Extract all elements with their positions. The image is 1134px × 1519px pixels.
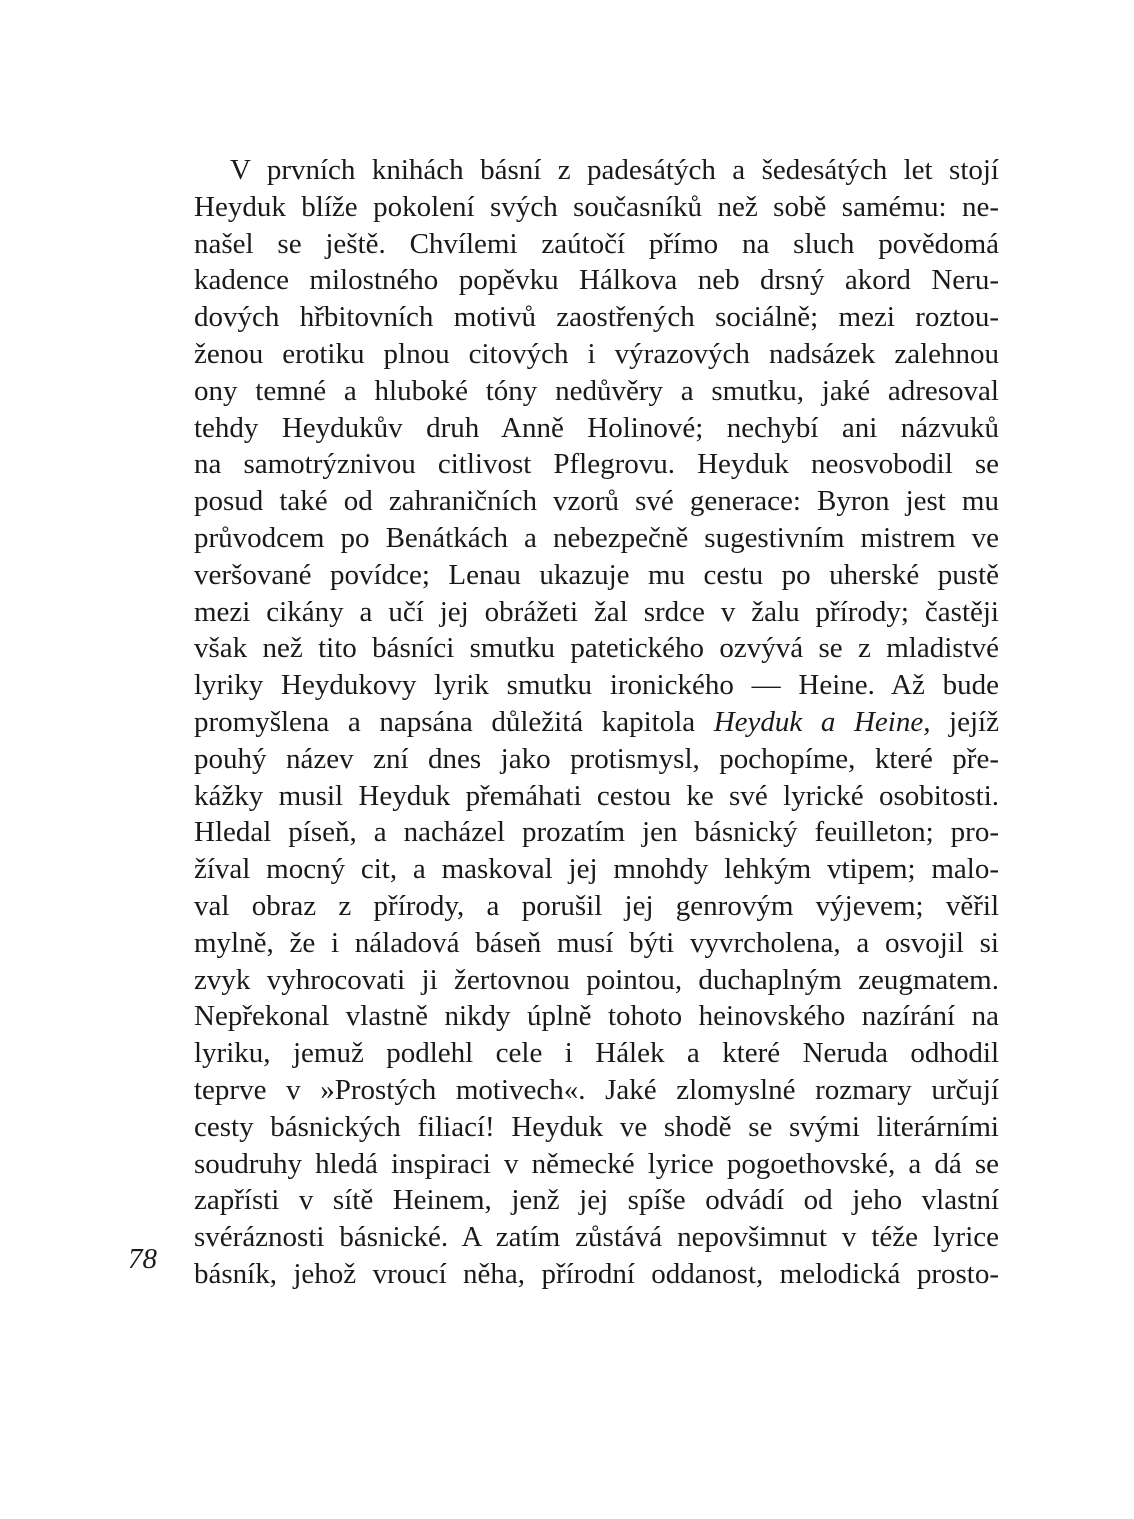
text-line: Hledal píseň, a nacházel prozatím jen básnický feuilleton; pro-: [194, 816, 999, 849]
chapter-title-italic: Heyduk a Heine,: [713, 705, 931, 738]
text-line: žíval mocný cit, a maskoval jej mnohdy lehkým vtipem; malo-: [194, 853, 999, 886]
text-line-with-title: [194, 704, 999, 741]
text-segment: jejíž: [930, 705, 999, 738]
text-line: kážky musil Heyduk přemáhati cestou ke své lyrické osobitosti.: [194, 779, 999, 812]
text-line: zvyk vyhrocovati ji žertovnou pointou, duchaplným zeugmatem.: [194, 963, 999, 996]
text-line: posud také od zahraničních vzorů své generace: Byron jest mu: [194, 485, 999, 518]
text-line: našel se ještě. Chvílemi zaútočí přímo na sluch povědomá: [194, 227, 999, 260]
text-line: však než tito básníci smutku patetického ozvývá se z mladistvé: [194, 632, 999, 665]
text-line: dových hřbitovních motivů zaostřených sociálně; mezi roztou-: [194, 301, 999, 334]
text-line: tehdy Heydukův druh Anně Holinové; nechybí ani názvuků: [194, 411, 999, 444]
text-line: lyriky Heydukovy lyrik smutku ironického — Heine. Až bude: [194, 669, 999, 702]
text-line: pouhý název zní dnes jako protismysl, pochopíme, které pře-: [194, 742, 999, 775]
text-line: Heyduk blíže pokolení svých současníků než sobě samému: ne-: [194, 190, 999, 223]
text-line: V prvních knihách básní z padesátých a šedesátých let stojí: [230, 154, 999, 186]
text-line: ony temné a hluboké tóny nedůvěry a smutku, jaké adresoval: [194, 374, 999, 407]
text-line: průvodcem po Benátkách a nebezpečně sugestivním mistrem ve: [194, 521, 999, 554]
body-text: [194, 152, 999, 1293]
text-line: soudruhy hledá inspiraci v německé lyrice pogoethovské, a dá se: [194, 1147, 999, 1180]
text-line: Nepřekonal vlastně nikdy úplně tohoto heinovského nazírání na: [194, 1000, 999, 1033]
text-line: veršované povídce; Lenau ukazuje mu cestu po uherské pustě: [194, 558, 999, 591]
text-line: básník, jehož vroucí něha, přírodní oddanost, melodická prosto-: [194, 1257, 999, 1290]
text-line: teprve v »Prostých motivech«. Jaké zlomyslné rozmary určují: [194, 1073, 999, 1106]
text-line: zapřísti v sítě Heinem, jenž jej spíše odvádí od jeho vlastní: [194, 1184, 999, 1217]
text-line: cesty básnických filiací! Heyduk ve shodě se svými literárními: [194, 1110, 999, 1143]
text-line: lyriku, jemuž podlehl cele i Hálek a které Neruda odhodil: [194, 1037, 999, 1070]
text-line: kadence milostného popěvku Hálkova neb drsný akord Neru-: [194, 264, 999, 297]
text-line: svéráznosti básnické. A zatím zůstává nepovšimnut v téže lyrice: [194, 1221, 999, 1254]
text-line: val obraz z přírody, a porušil jej genrovým výjevem; věřil: [194, 889, 999, 922]
text-line: mezi cikány a učí jej obrážeti žal srdce v žalu přírody; častěji: [194, 595, 999, 628]
text-segment: promyšlena a napsána důležitá kapitola: [194, 705, 714, 738]
text-line: ženou erotiku plnou citových i výrazových nadsázek zalehnou: [194, 337, 999, 370]
text-line: na samotrýznivou citlivost Pflegrovu. Heyduk neosvobodil se: [194, 448, 999, 481]
page-number: 78: [128, 1243, 157, 1275]
text-line: mylně, že i náladová báseň musí býti vyvrcholena, a osvojil si: [194, 926, 999, 959]
